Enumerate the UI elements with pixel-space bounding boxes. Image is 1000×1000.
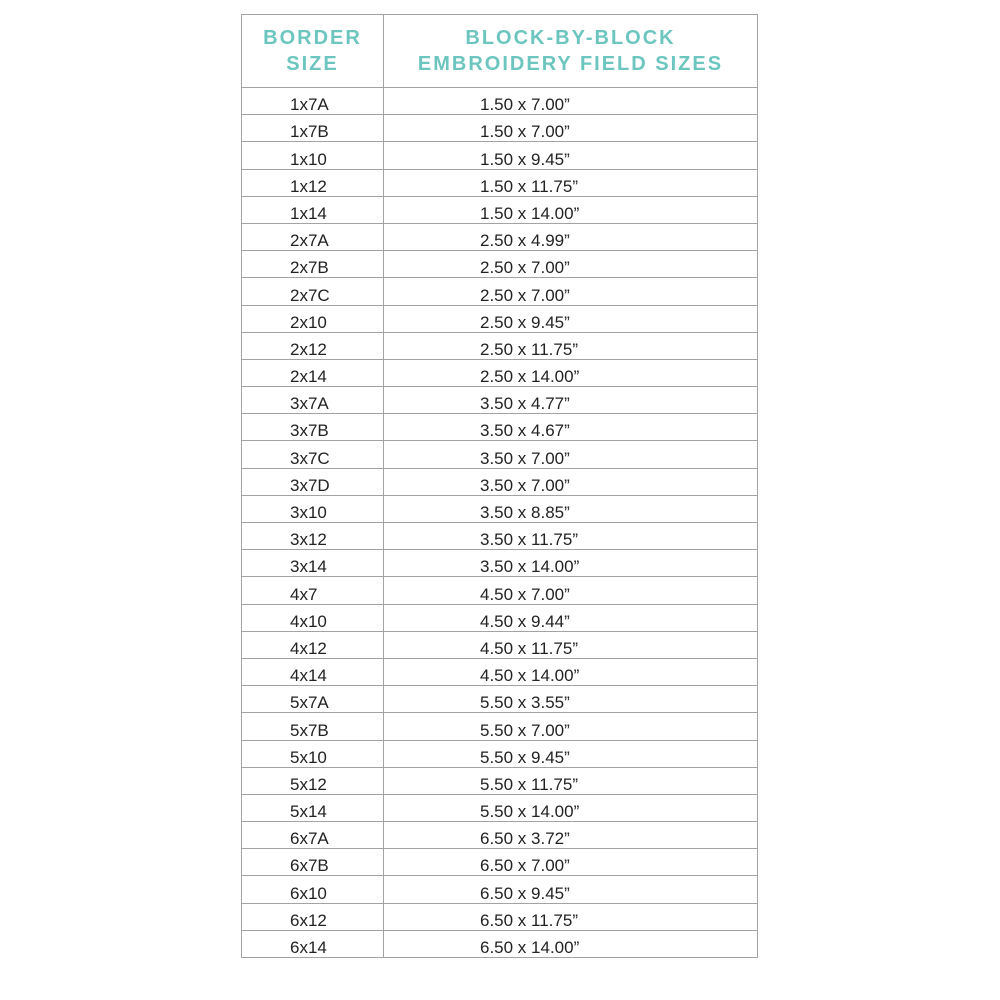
table-row [242, 903, 758, 930]
table-row [242, 740, 758, 767]
border-size-cell: 5x14 [242, 794, 384, 821]
border-size-cell: 3x7C [242, 441, 384, 468]
border-size-cell: 3x7D [242, 468, 384, 495]
border-size-cell: 2x12 [242, 332, 384, 359]
field-size-cell: 4.50 x 14.00” [384, 658, 758, 685]
border-size-cell: 1x10 [242, 142, 384, 169]
field-size-cell: 1.50 x 9.45” [384, 142, 758, 169]
table-row [242, 441, 758, 468]
field-size-cell: 6.50 x 11.75” [384, 903, 758, 930]
border-size-cell: 3x7A [242, 387, 384, 414]
field-size-cell: 2.50 x 14.00” [384, 359, 758, 386]
table-row [242, 930, 758, 957]
field-size-cell: 6.50 x 14.00” [384, 930, 758, 957]
field-size-cell: 3.50 x 11.75” [384, 523, 758, 550]
border-size-cell: 4x14 [242, 658, 384, 685]
border-size-cell: 6x14 [242, 930, 384, 957]
border-size-header [242, 15, 384, 88]
border-size-cell: 2x10 [242, 305, 384, 332]
table-row [242, 876, 758, 903]
table-row [242, 332, 758, 359]
table-row [242, 713, 758, 740]
table-row [242, 115, 758, 142]
table-row [242, 414, 758, 441]
border-size-cell: 6x10 [242, 876, 384, 903]
border-size-cell: 1x14 [242, 196, 384, 223]
field-size-cell: 2.50 x 7.00” [384, 278, 758, 305]
field-size-cell: 5.50 x 11.75” [384, 767, 758, 794]
border-size-cell: 4x12 [242, 631, 384, 658]
header-row [242, 15, 758, 88]
border-size-cell: 1x12 [242, 169, 384, 196]
border-size-cell: 2x14 [242, 359, 384, 386]
table-row [242, 550, 758, 577]
border-size-header-line-2: SIZE [286, 53, 339, 75]
border-size-cell: 6x7B [242, 849, 384, 876]
field-size-cell: 2.50 x 7.00” [384, 251, 758, 278]
field-size-cell: 3.50 x 4.67” [384, 414, 758, 441]
table-row [242, 278, 758, 305]
field-size-cell: 3.50 x 4.77” [384, 387, 758, 414]
table-row [242, 169, 758, 196]
field-size-cell: 5.50 x 3.55” [384, 686, 758, 713]
table-row [242, 767, 758, 794]
table-row [242, 577, 758, 604]
field-size-cell: 2.50 x 9.45” [384, 305, 758, 332]
field-size-cell: 5.50 x 7.00” [384, 713, 758, 740]
border-size-header-line-1: BORDER [263, 27, 362, 49]
table-row [242, 359, 758, 386]
field-sizes-header-line-2: EMBROIDERY FIELD SIZES [417, 53, 724, 75]
border-size-cell: 2x7B [242, 251, 384, 278]
table-row [242, 849, 758, 876]
field-size-cell: 1.50 x 11.75” [384, 169, 758, 196]
table-row [242, 223, 758, 250]
table-row [242, 658, 758, 685]
table-row [242, 822, 758, 849]
table-row [242, 523, 758, 550]
field-size-cell: 3.50 x 7.00” [384, 468, 758, 495]
table-row [242, 387, 758, 414]
table-row [242, 604, 758, 631]
field-size-cell: 6.50 x 9.45” [384, 876, 758, 903]
border-size-cell: 3x14 [242, 550, 384, 577]
field-size-cell: 3.50 x 8.85” [384, 495, 758, 522]
field-sizes-header-line-1: BLOCK-BY-BLOCK [465, 27, 676, 49]
table-row [242, 88, 758, 115]
field-size-cell: 5.50 x 14.00” [384, 794, 758, 821]
field-size-cell: 1.50 x 7.00” [384, 115, 758, 142]
field-size-cell: 1.50 x 7.00” [384, 88, 758, 115]
table-row [242, 794, 758, 821]
table-row [242, 251, 758, 278]
border-size-cell: 3x7B [242, 414, 384, 441]
border-size-cell: 4x10 [242, 604, 384, 631]
border-size-cell: 1x7B [242, 115, 384, 142]
border-size-cell: 4x7 [242, 577, 384, 604]
table-row [242, 686, 758, 713]
field-size-cell: 2.50 x 11.75” [384, 332, 758, 359]
border-size-cell: 3x10 [242, 495, 384, 522]
field-size-cell: 5.50 x 9.45” [384, 740, 758, 767]
field-size-cell: 3.50 x 7.00” [384, 441, 758, 468]
field-size-cell: 2.50 x 4.99” [384, 223, 758, 250]
table-row [242, 468, 758, 495]
field-size-cell: 6.50 x 3.72” [384, 822, 758, 849]
field-size-cell: 4.50 x 7.00” [384, 577, 758, 604]
field-size-cell: 1.50 x 14.00” [384, 196, 758, 223]
border-size-cell: 3x12 [242, 523, 384, 550]
field-size-cell: 4.50 x 11.75” [384, 631, 758, 658]
table-row [242, 305, 758, 332]
field-size-cell: 4.50 x 9.44” [384, 604, 758, 631]
border-size-cell: 5x12 [242, 767, 384, 794]
border-size-cell: 5x7A [242, 686, 384, 713]
border-size-cell: 5x7B [242, 713, 384, 740]
border-size-cell: 1x7A [242, 88, 384, 115]
border-size-cell: 5x10 [242, 740, 384, 767]
table-body [242, 88, 758, 958]
embroidery-size-table [241, 14, 758, 958]
field-size-cell: 3.50 x 14.00” [384, 550, 758, 577]
table-row [242, 196, 758, 223]
border-size-cell: 6x12 [242, 903, 384, 930]
field-sizes-header [384, 15, 758, 88]
border-size-cell: 2x7C [242, 278, 384, 305]
border-size-cell: 2x7A [242, 223, 384, 250]
field-size-cell: 6.50 x 7.00” [384, 849, 758, 876]
border-size-cell: 6x7A [242, 822, 384, 849]
table-header [242, 15, 758, 88]
table-row [242, 631, 758, 658]
table-row [242, 495, 758, 522]
table-row [242, 142, 758, 169]
